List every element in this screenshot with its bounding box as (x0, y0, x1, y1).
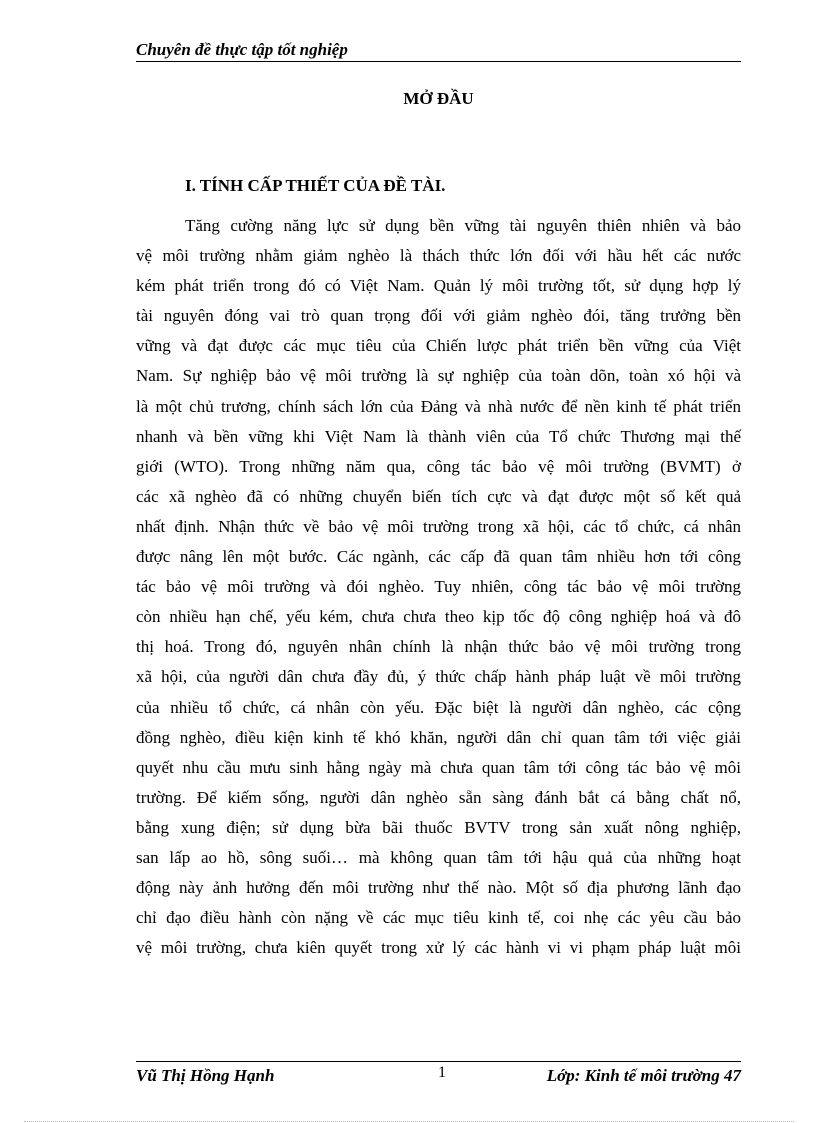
paragraph-line: vệ môi trường, chưa kiên quyết trong xử lý các hành vi vi phạm pháp luật môi (136, 938, 741, 958)
paragraph-line: tài nguyên đóng vai trò quan trọng đối với giảm nghèo đói, tăng trưởng bền (136, 306, 741, 326)
paragraph-line: quyết nhu cầu mưu sinh hằng ngày mà chưa quan tâm tới công tác bảo vệ môi (136, 757, 741, 777)
paragraph-line: Tăng cường năng lực sử dụng bền vững tài nguyên thiên nhiên và bảo (185, 216, 741, 235)
paragraph-line: san lấp ao hồ, sông suối… mà không quan tâm tới hậu quả của những hoạt (136, 847, 741, 867)
paragraph-line: động này ảnh hưởng đến môi trường như thế nào. Một số địa phương lãnh đạo (136, 878, 741, 898)
paragraph-line: kém phát triển trong đó có Việt Nam. Quản lý môi trường tốt, sử dụng hợp lý (136, 276, 741, 296)
footer-divider (136, 1061, 741, 1062)
header-divider (136, 61, 741, 62)
paragraph-line: vệ môi trường nhằm giảm nghèo là thách thức lớn đối với hầu hết các nước (136, 246, 741, 266)
paragraph-line: thị hoá. Trong đó, nguyên nhân chính là nhận thức bảo vệ môi trường trong (136, 637, 741, 657)
page-bottom-edge (24, 1121, 794, 1122)
paragraph-line: tác bảo vệ môi trường và đói nghèo. Tuy nhiên, công tác bảo vệ môi trường (136, 577, 741, 597)
chapter-title: MỞ ĐẦU (403, 89, 474, 108)
section-heading: I. TÍNH CẤP THIẾT CỦA ĐỀ TÀI. (185, 176, 446, 195)
paragraph-line: còn nhiều hạn chế, yếu kém, chưa chưa theo kịp tốc độ công nghiệp hoá và đô (136, 607, 741, 627)
paragraph-line: giới (WTO). Trong những năm qua, công tác bảo vệ môi trường (BVMT) ở (136, 456, 741, 476)
paragraph-line: các xã nghèo đã có những chuyển biến tích cực và đạt được một số kết quả (136, 486, 741, 506)
paragraph-line: được nâng lên một bước. Các ngành, các cấp đã quan tâm nhiều hơn tới công (136, 547, 741, 567)
paragraph-line: xã hội, của người dân chưa đầy đủ, ý thức chấp hành pháp luật về môi trường (136, 667, 741, 687)
page-number: 1 (438, 1064, 446, 1081)
paragraph-line: Nam. Sự nghiệp bảo vệ môi trường là sự nghiệp của toàn dõn, toàn xó hội và (136, 366, 741, 386)
paragraph-line: bằng xung điện; sử dụng bừa bãi thuốc BVTV trong sản xuất nông nghiệp, (136, 817, 741, 837)
paragraph-line: chỉ đạo điều hành còn nặng về các mục tiêu kinh tế, coi nhẹ các yêu cầu bảo (136, 908, 741, 928)
paragraph-line: nhất định. Nhận thức về bảo vệ môi trường trong xã hội, các tổ chức, cá nhân (136, 516, 741, 536)
paragraph-line: nhanh và bền vững khi Việt Nam là thành viên của Tổ chức Thương mại thế (136, 426, 741, 446)
running-header-title: Chuyên đề thực tập tốt nghiệp (136, 40, 348, 59)
footer-author-name: Vũ Thị Hồng Hạnh (136, 1066, 275, 1085)
paragraph-line: là một chủ trương, chính sách lớn của Đảng và nhà nước để nền kinh tế phát triển (136, 396, 741, 416)
footer-class-label: Lớp: Kinh tế môi trường 47 (546, 1066, 741, 1085)
paragraph-line: đồng nghèo, điều kiện kinh tế khó khăn, người dân chỉ quan tâm tới việc giải (136, 727, 741, 747)
body-paragraph (136, 211, 741, 963)
paragraph-line: của nhiều tổ chức, cá nhân còn yếu. Đặc biệt là người dân nghèo, các cộng (136, 697, 741, 717)
paragraph-line: vững và đạt được các mục tiêu của Chiến lược phát triển bền vững của Việt (136, 336, 741, 356)
paragraph-line: trường. Để kiếm sống, người dân nghèo sẵn sàng đánh bắt cá bằng chất nổ, (136, 787, 741, 807)
